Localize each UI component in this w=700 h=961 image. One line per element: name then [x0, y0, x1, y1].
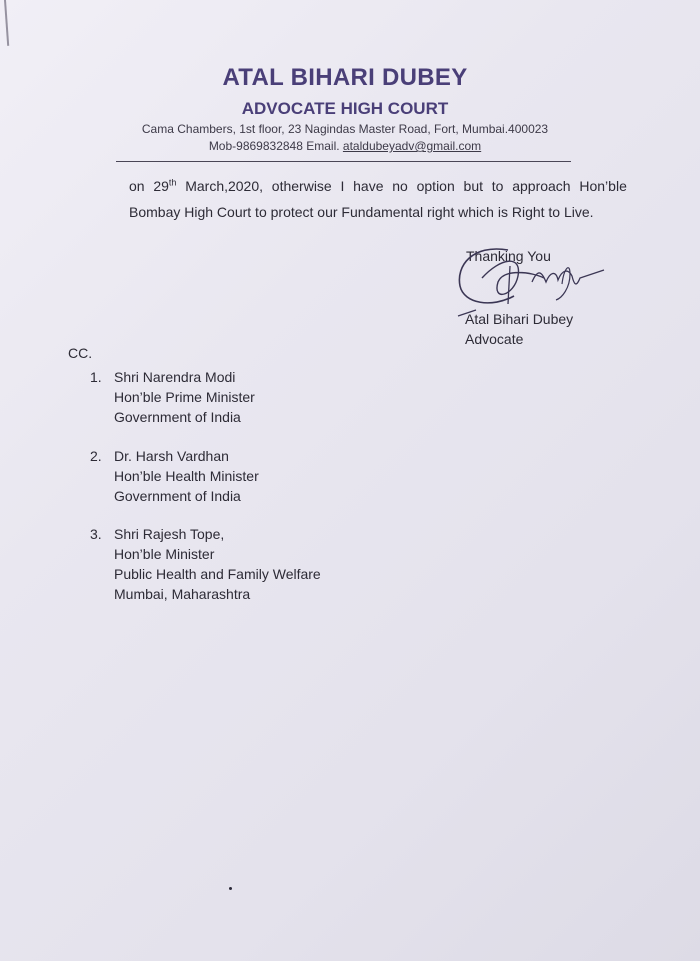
body-word: Hon’ble [579, 178, 627, 194]
cc-recipient-location: Mumbai, Maharashtra [114, 586, 251, 602]
cc-recipient-name: Shri Rajesh Tope, [114, 526, 225, 542]
cc-recipient-name: Shri Narendra Modi [114, 369, 236, 385]
signer-name: Atal Bihari Dubey [465, 311, 574, 327]
body-date-day [153, 173, 176, 199]
letterhead-name: ATAL BIHARI DUBEY [222, 64, 468, 91]
letterhead-mobile: Mob-9869832848 Email. [208, 139, 340, 153]
letterhead-divider [116, 161, 571, 162]
stray-ink-dot [229, 887, 232, 890]
cc-number: 2. [90, 448, 102, 464]
cc-recipient-designation: Hon’ble Health Minister [114, 468, 259, 484]
cc-recipient-name: Dr. Harsh Vardhan [114, 448, 229, 464]
cc-recipient-details [114, 367, 255, 427]
body-word: otherwise [271, 178, 332, 194]
cc-recipient-designation: Hon’ble Prime Minister [114, 389, 255, 405]
signer-role: Advocate [465, 331, 524, 347]
body-word: approach [512, 178, 571, 194]
body-word: I [340, 178, 345, 194]
body-word: option [416, 178, 455, 194]
letterhead-email-link[interactable]: ataldubeyadv@gmail.com [342, 139, 482, 153]
letterhead-title: ADVOCATE HIGH COURT [241, 99, 449, 118]
letterhead-address: Cama Chambers, 1st floor, 23 Nagindas Master Road, Fort, Mumbai.400023 [141, 122, 549, 136]
cc-number: 3. [90, 526, 102, 542]
body-day-suffix: th [168, 177, 177, 188]
cc-recipient-details [114, 524, 321, 604]
body-word: to [491, 178, 504, 194]
body-word: on [129, 178, 145, 194]
body-word: have [353, 178, 384, 194]
body-line-2: Bombay High Court to protect our Fundamental right which is Right to Live. [129, 204, 594, 220]
body-line-1 [129, 173, 627, 199]
body-day-number: 29 [153, 178, 169, 194]
letter-body-paragraph [129, 173, 627, 225]
cc-recipient-department: Public Health and Family Welfare [114, 566, 321, 582]
closing-salutation: Thanking You [466, 248, 551, 264]
page-edge-mark [4, 0, 9, 46]
cc-recipient-designation: Hon’ble Minister [114, 546, 215, 562]
cc-recipient-details [114, 446, 259, 506]
cc-recipient-office: Government of India [114, 409, 241, 425]
body-word: but [463, 178, 483, 194]
letterhead-contact [0, 139, 690, 153]
cc-recipient-office: Government of India [114, 488, 241, 504]
cc-label: CC. [68, 345, 93, 361]
body-word: March,2020, [185, 178, 264, 194]
body-word: no [392, 178, 408, 194]
cc-number: 1. [90, 369, 102, 385]
